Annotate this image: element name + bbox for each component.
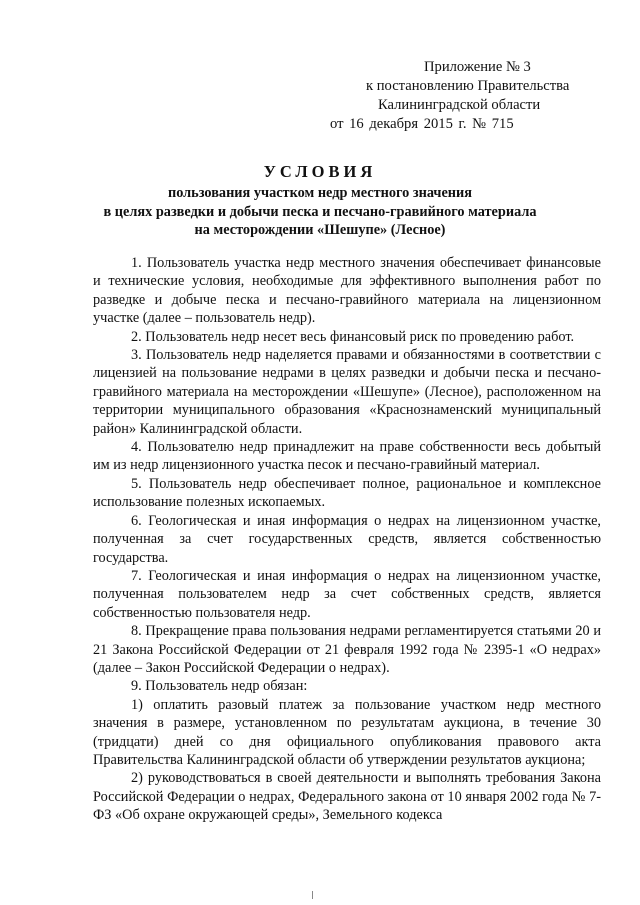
scan-mark: [312, 891, 313, 899]
document-body: [93, 254, 601, 825]
clause-8: 8. Прекращение права пользования недрами регламентируется статьями 20 и 21 Закона Российской Федерации от 21 февраля 1992 года № 2395-1 «О недрах» (далее – Закон Российской Федерации о недрах).: [93, 623, 601, 676]
clause-5: 5. Пользователь недр обеспечивает полное, рациональное и комплексное использование полезных ископаемых.: [93, 475, 601, 511]
clause-2: 2. Пользователь недр несет весь финансовый риск по проведению работ.: [131, 328, 575, 345]
subclause-1: 1) оплатить разовый платеж за пользование участком недр местного значения в размере, установленном по результатам аукциона, в течение 30 (тридцати) дней со дня официального опубликования правового акта Правительства Калининградской области об утверждении результатов аукциона;: [93, 696, 601, 768]
heading-line-1: пользования участком недр местного значения: [167, 185, 473, 201]
clause-3: 3. Пользователь недр наделяется правами и обязанностями в соответствии с лицензией на пользование недрами в целях разведки и добычи песка и песчано-гравийного материала на месторождении «Шешупе» (Лесное), расположенном на территории муниципального образования «Краснознаменский муниципальный район» Калининградской области.: [93, 347, 601, 437]
resolution-date: от 16 декабря 2015 г. № 715: [330, 116, 514, 132]
subclause-2: 2) руководствоваться в своей деятельности и выполнять требования Закона Российской Федерации о недрах, Федерального закона от 10 января 2002 года № 7-ФЗ «Об охране окружающей среды», Земельного кодекса: [93, 770, 601, 824]
resolution-reference: к постановлению Правительства: [366, 78, 570, 94]
clause-9: 9. Пользователь недр обязан:: [131, 678, 308, 695]
heading-line-3: на месторождении «Шешупе» (Лесное): [194, 222, 446, 238]
appendix-header: [330, 58, 590, 134]
heading-main: УСЛОВИЯ: [263, 162, 377, 181]
document-heading: [80, 160, 560, 240]
clause-1: 1. Пользователь участка недр местного значения обеспечивает финансовые и технические условия, необходимые для эффективного выполнения работ по разведке и добыче песка и песчано-гравийного материала на лицензионном участке (далее – пользователь недр).: [93, 255, 601, 327]
clause-7: 7. Геологическая и иная информация о недрах на лицензионном участке, полученная пользователем недр за счет собственных средств, является собственностью пользователя недр.: [93, 567, 601, 621]
clause-4: 4. Пользователю недр принадлежит на праве собственности весь добытый им из недр лицензионного участка песок и песчано-гравийный материал.: [93, 439, 601, 474]
clause-6: 6. Геологическая и иная информация о недрах на лицензионном участке, полученная за счет государственных средств, является собственностью государства.: [93, 512, 601, 566]
heading-line-2: в целях разведки и добычи песка и песчано-гравийного материала: [103, 203, 537, 220]
region-name: Калининградской области: [378, 97, 541, 113]
appendix-title: Приложение № 3: [424, 59, 531, 75]
